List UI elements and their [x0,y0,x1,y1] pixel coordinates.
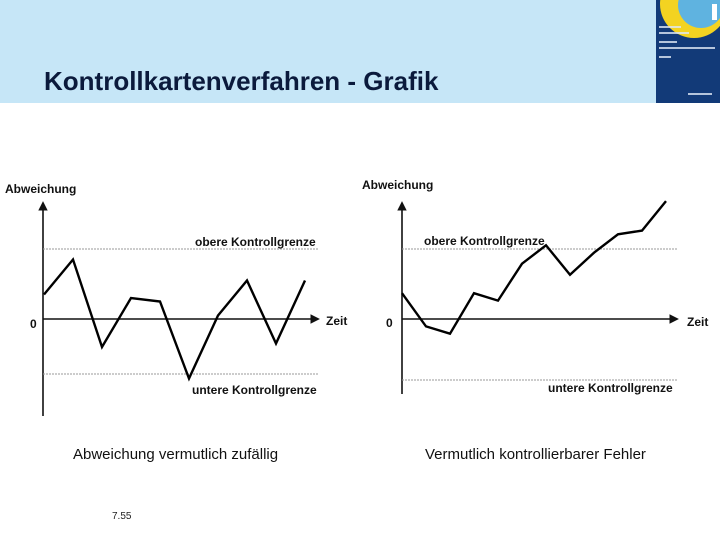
caption-right: Vermutlich kontrollierbarer Fehler [425,446,646,463]
chart-right-upper-limit-label: obere Kontrollgrenze [424,234,545,248]
chart-left-x-axis-label: Zeit [326,314,348,328]
chart-right-y-axis-label: Abweichung [362,178,434,192]
chart-left-upper-limit-label: obere Kontrollgrenze [195,235,316,249]
slide-title: Kontrollkartenverfahren - Grafik [44,66,439,96]
chart-right-series-line [402,201,666,334]
chart-right-x-axis-label: Zeit [687,315,709,329]
chart-left-lower-limit-label: untere Kontrollgrenze [192,383,317,397]
chart-left [5,182,347,416]
chart-left-zero-label: 0 [30,317,37,331]
page-number: 7.55 [112,511,132,522]
chart-right-zero-label: 0 [386,316,393,330]
caption-left: Abweichung vermutlich zufällig [73,446,279,463]
chart-right-lower-limit-label: untere Kontrollgrenze [548,381,673,395]
chart-right [362,178,708,395]
chart-left-y-axis-label: Abweichung [5,182,77,196]
